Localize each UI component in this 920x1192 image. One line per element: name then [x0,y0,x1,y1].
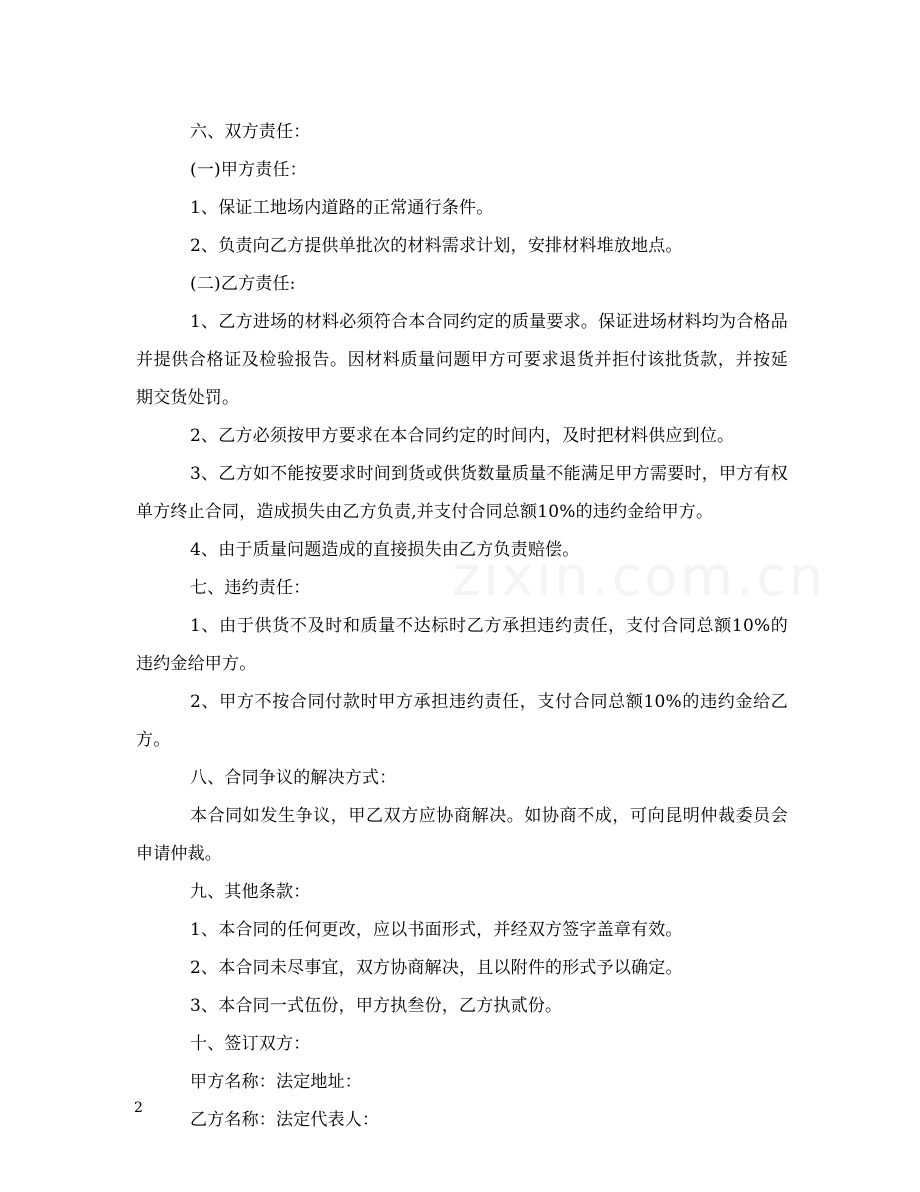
clause-paragraph: 1、乙方进场的材料必须符合本合同约定的质量要求。保证进场材料均为合格品并提供合格证及检验报告。因材料质量问题甲方可要求退货并拒付该批货款，并按延期交货处罚。 [136,312,788,408]
section-heading-other-terms: 九、其他条款： [190,882,311,902]
page-number: 2 [134,1100,143,1116]
clause-paragraph: 1、本合同的任何更改，应以书面形式，并经双方签字盖章有效。 [190,920,683,940]
clause-paragraph: 3、本合同一式伍份，甲方执叁份，乙方执贰份。 [190,996,563,1016]
clause-paragraph: 1、保证工地场内道路的正常通行条件。 [190,198,494,218]
section-heading-responsibilities: 六、双方责任： [190,122,311,142]
clause-paragraph: 4、由于质量问题造成的直接损失由乙方负责赔偿。 [190,540,580,560]
section-heading-breach: 七、违约责任： [190,578,311,598]
section-heading-dispute: 八、合同争议的解决方式： [190,768,397,788]
subsection-heading-party-a: (一)甲方责任： [190,160,307,180]
document-body [136,113,788,1139]
clause-paragraph: 2、本合同未尽事宜，双方协商解决，且以附件的形式予以确定。 [190,958,683,978]
subsection-heading-party-b: (二)乙方责任: [190,274,296,294]
clause-paragraph: 本合同如发生争议，甲乙双方应协商解决。如协商不成，可向昆明仲裁委员会申请仲裁。 [136,806,788,864]
clause-paragraph: 1、由于供货不及时和质量不达标时乙方承担违约责任，支付合同总额10%的违约金给甲方。 [136,616,788,674]
clause-paragraph: 2、负责向乙方提供单批次的材料需求计划，安排材料堆放地点。 [190,236,683,256]
clause-paragraph: 2、乙方必须按甲方要求在本合同约定的时间内，及时把材料供应到位。 [190,426,735,446]
signatory-line-party-a: 甲方名称：法定地址： [190,1072,362,1092]
signatory-line-party-b: 乙方名称：法定代表人： [190,1110,380,1130]
clause-paragraph: 3、乙方如不能按要求时间到货或供货数量质量不能满足甲方需要时，甲方有权单方终止合同，造成损失由乙方负责,并支付合同总额10%的违约金给甲方。 [136,464,788,522]
clause-paragraph: 2、甲方不按合同付款时甲方承担违约责任，支付合同总额10%的违约金给乙方。 [136,692,788,750]
watermark: zixin.com.cn [452,545,827,608]
section-heading-signatories: 十、签订双方： [190,1034,311,1054]
